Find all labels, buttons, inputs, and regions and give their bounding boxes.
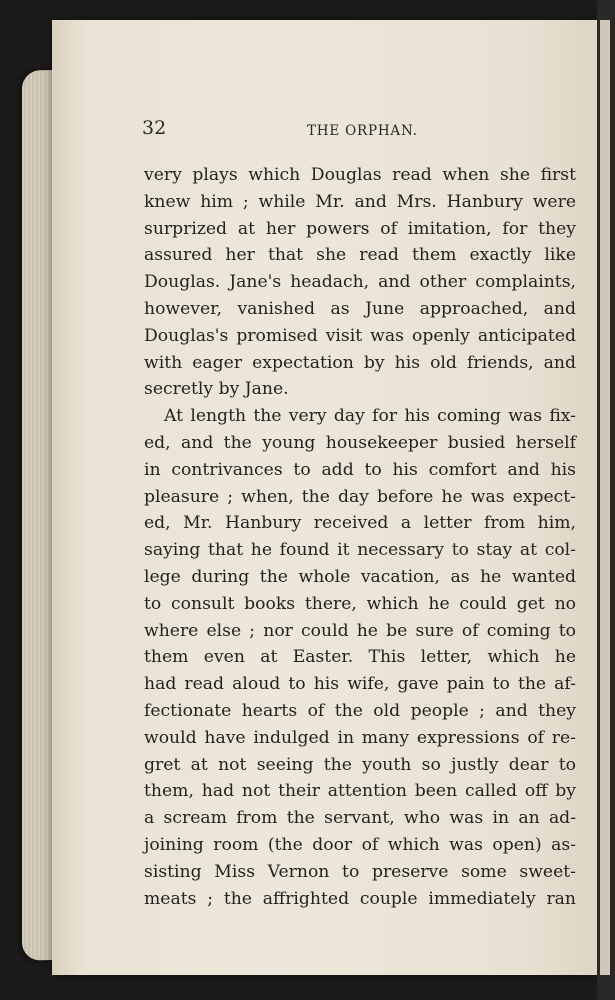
- adjacent-page-edge: [597, 0, 615, 1000]
- text-line: had read aloud to his wife, gave pain to the af-: [144, 674, 576, 695]
- text-line: Douglas. Jane's headach, and other complaints,: [144, 272, 576, 293]
- text-line: sisting Miss Vernon to preserve some sweet-: [144, 861, 576, 882]
- adjacent-page-sliver: [600, 20, 610, 975]
- text-line: assured her that she read them exactly like: [144, 245, 576, 266]
- body-text: [144, 162, 576, 912]
- page-header: [52, 95, 597, 139]
- text-line: to consult books there, which he could get no: [144, 593, 576, 614]
- text-line: At length the very day for his coming was fix-: [164, 406, 576, 427]
- text-line: ed, and the young housekeeper busied herself: [144, 432, 576, 453]
- text-line: ed, Mr. Hanbury received a letter from him,: [144, 513, 576, 534]
- text-line: with eager expectation by his old friends, and: [144, 352, 576, 373]
- text-line: gret at not seeing the youth so justly dear to: [144, 754, 576, 775]
- text-line: where else ; nor could he be sure of coming to: [144, 620, 576, 641]
- text-line: fectionate hearts of the old people ; and they: [144, 700, 576, 721]
- text-line: meats ; the affrighted couple immediately ran: [144, 888, 576, 909]
- text-line: would have indulged in many expressions of re-: [144, 727, 576, 748]
- text-line: in contrivances to add to his comfort and his: [144, 459, 576, 480]
- text-line: however, vanished as June approached, and: [144, 298, 576, 319]
- text-line: saying that he found it necessary to stay at col-: [144, 540, 576, 561]
- text-line: surprized at her powers of imitation, for they: [144, 218, 576, 239]
- text-line: pleasure ; when, the day before he was expect-: [144, 486, 576, 507]
- page-number: 32: [142, 117, 167, 139]
- text-line: them even at Easter. This letter, which he: [144, 647, 576, 668]
- text-line: secretly by Jane.: [144, 379, 289, 400]
- running-head: THE ORPHAN.: [307, 123, 418, 139]
- text-line: very plays which Douglas read when she first: [144, 165, 576, 185]
- text-line: knew him ; while Mr. and Mrs. Hanbury were: [144, 191, 576, 212]
- text-line: a scream from the servant, who was in an ad-: [144, 808, 576, 829]
- text-line: Douglas's promised visit was openly anticipated: [144, 325, 576, 346]
- text-line: them, had not their attention been called off by: [144, 781, 576, 802]
- text-line: lege during the whole vacation, as he wanted: [144, 566, 576, 587]
- text-line: joining room (the door of which was open) as-: [144, 834, 576, 855]
- book-page: [52, 20, 597, 975]
